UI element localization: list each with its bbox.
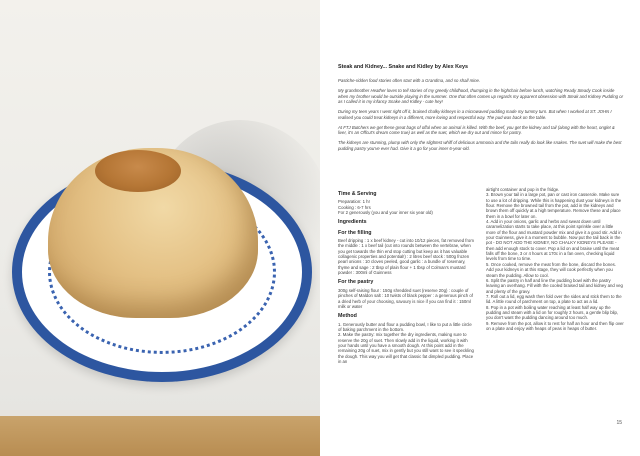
intro-paragraph: My grandmother Heather loves to tell stories of my greedy childhood, thumping in the highchair before lunch, watching Ready Steady Cook inside when my brother would be outside playing in the summer. One that often comes up regards my apparent obsession with Steak and Kidney Pudding or as I called it in my infancy Snake and Kidley - cute hey! [338,88,624,104]
article-title: Steak and Kidney... Snake and Kidley by Alex Keys [338,64,469,70]
page-number: 15 [616,420,622,426]
recipe-columns [338,187,624,364]
section-text: Beef dripping : 1 x beef kidney - cut into 10/12 pieces, fat removed from the middle : 1 x beef tail (cut into rounds between the vertebrae, when you get towards the thin end stop cutting but keep as it has valuable collagenic properties and potential!) : 2 litres beef stock : 500g frozen pearl onions : 10 cloves peeled, good garlic : a bundle of rosemary, thyme and sage : 2 tbsp of plain flour + 1 tbsp of Colman's mustard powder : 300ml of Guinness [338,238,474,276]
recipe-page [320,0,640,456]
section-heading: Ingredients [338,219,367,226]
section-text: 300g self-raising flour : 150g shredded suet (reserve 20g) : couple of pinches of Maldon salt : 10 twists of black pepper : a generous pinch of a dried herb of your choosing, savoury is nice if you can find it : 150ml milk or water [338,287,473,309]
section-heading: Method [338,313,357,320]
section-text: 1. Generously butter and flour a pudding bowl, I like to put a little circle of baking parchment in the bottom. 2. Make the pastry: mix together the dry ingredients, making sure to reserve the 20g of suet. Then slowly add in the liquid, working it with your hands until you have a smooth dough. At this point add in the remaining 20g of suet, mix in gently but you still want to see it speckling the dough. This way you will get that classic fat dimpled pudding. Place in an [338,321,474,364]
wooden-table-edge [0,416,320,456]
section-heading: Time & Serving [338,191,377,197]
left-column [338,187,476,364]
intro-paragraph: During my teen years I went right off it, braised chalky kidneys in a microwaved pudding made my tummy turn. But when I worked at ST. JOHN I realised you could treat kidneys in a different, more loving and respectful way. The pud was back on the table. [338,109,612,120]
section-text: Preparation: 1 hr Cooking : 6-7 hrs For 2 generously (you and your inner six year old) [338,199,433,216]
section-heading: For the filling [338,229,372,236]
pudding-crust-top [95,150,181,192]
section-heading: For the pastry [338,279,374,286]
article-intro [338,78,624,156]
intro-paragraph: Pastiche-ridden food stories often start with a Grandma, and so shall mine. [338,78,481,83]
intro-paragraph: The kidneys are stunning, plump with only the slightest whiff of delicious ammonia and the tails really do look like snakes. The suet will make the best pudding pastry you've ever had. Give it a go for your inner 6-year-old. [338,140,622,151]
method-continued: airtight container and pop in the fridge. 3. Brown your tail in a large pot, pan or cast iron casserole. Make sure to use a lot of dripping. While this is happening dust your kidneys in the flour. Remove the browned tail from the pot, add in the kidneys and brown them off quickly at a high temperature. Remove these and place them in a bowl for later on. 4. Add in your onions, garlic and herbs and sweat down until caramelization starts to take place, at this point sprinkle over a little more of the flour and mustard powder mix and give it a good stir. Add in your Guinness, give it a moment to bubble. Now put the tail back in the pot - DO NOT ADD THE KIDNEY, NO CHALKY KIDNEYS PLEASE - then add enough stock to cover. Pop a lid on and braise until the meat falls off the bone, 3 or 4 hours at 170c in a fan oven, checking liquid levels from time to time. 5. Once cooked, remove the meat from the bone, discard the bones. Add your kidneys in at this stage, they will cook perfectly when you steam the pudding. Allow to cool. 6. Split the pastry in half and line the pudding bowl with the pastry leaving an overhang. Fill with the cooled braised tail and kidney and veg and plenty of the gravy. 7. Roll out a lid, egg wash then fold over the sides and stick them to the lid. A little round of parchment on top, a plate to act as a lid. 8. Pop in a pot with boiling water reaching at least half way up the pudding and steam with a lid on for roughly 2 hours, a gentle blip blip, you don't want the pudding dancing around too much. 9. Remove from the pot, allow it to rest for half an hour and then flip over on a plate and enjoy with heaps of peas in heaps of butter. [486,187,624,331]
right-column [486,187,624,364]
intro-paragraph: At FTJ Butchers we get these great bags of offal when an animal is killed. With the beef, you get the kidney and tail (along with the heart, onglet & liver, it's an Offcut's dream come true) as well as the suet, which we dry out and mince for pastry. [338,124,615,135]
